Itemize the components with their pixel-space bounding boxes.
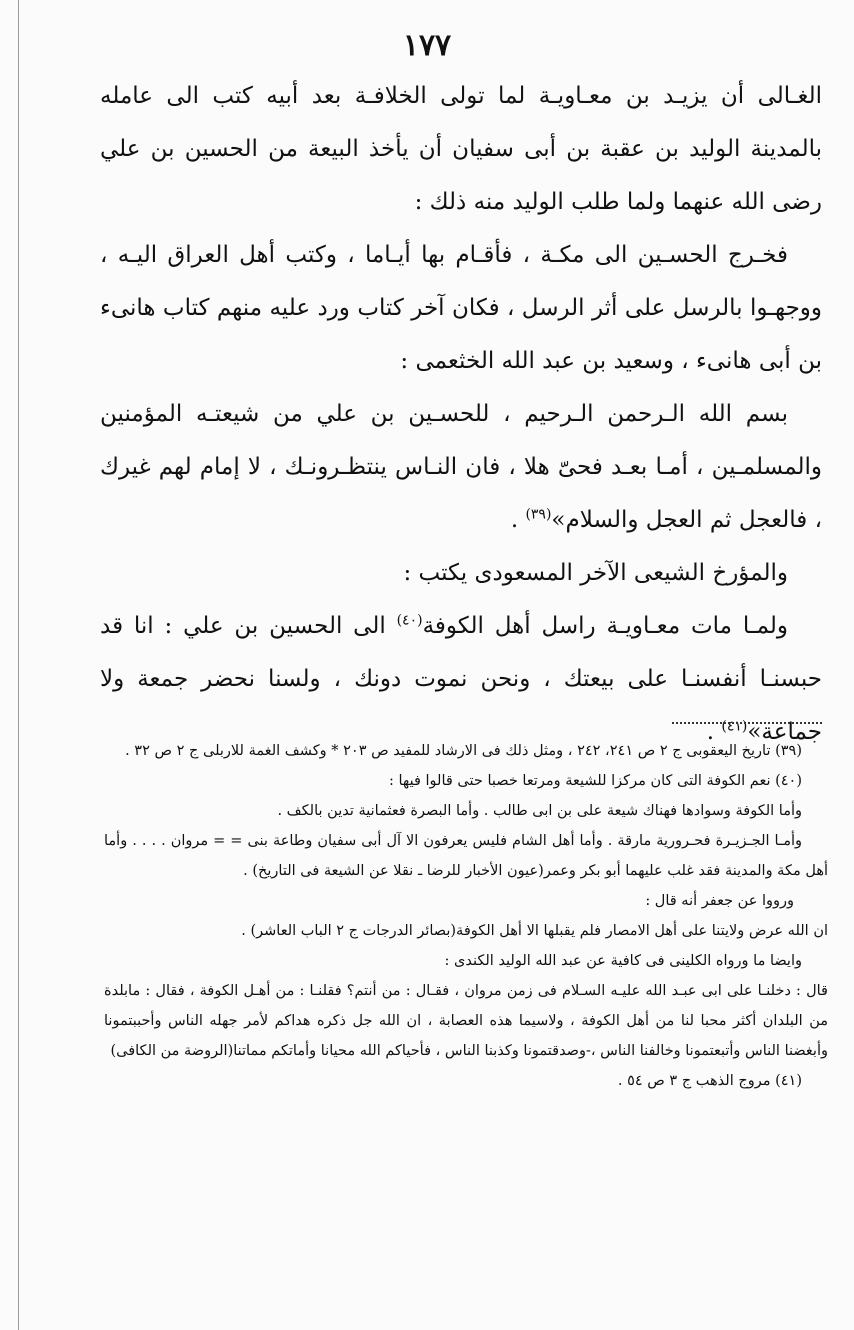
footnote-40-kufa: وأما الكوفة وسوادها فهناك شيعة على بن ابى طالب . وأما البصرة فعثمانية تدين بالكف . [277, 803, 802, 819]
footnote-40-kulayni: وايضا ما ورواه الكلينى فى كافية عن عبد الله الوليد الكندى : [444, 953, 802, 969]
footnote-separator [672, 722, 822, 724]
footnote-41: (٤١) مروج الذهب ج ٣ ص ٥٤ . [617, 1073, 802, 1089]
paragraph-4: والمؤرخ الشيعى الآخر المسعودى يكتب : [403, 560, 788, 586]
footnote-ref-40: (٤٠) [396, 612, 423, 629]
paragraph-5-end: . [706, 719, 722, 745]
footnotes [104, 736, 828, 1096]
paragraph-2: فخـرج الحسـين الى مكـة ، فأقـام بها أيـاما ، وكتب أهل العراق اليـه ، ووجهـوا بالرسل على أثر الرسل ، فكان آخر كتاب ورد عليه منهم كتاب هانىء بن أبى هانىء ، وسعيد بن عبد الله الخثعمى : [100, 242, 822, 374]
footnote-40-jafar: ورووا عن جعفر أنه قال : [645, 893, 794, 909]
page-edge-line [18, 0, 19, 1330]
paragraph-5-rest: الى الحسين بن علي : انا قد حبسنـا أنفسنـا على بيعتك ، ونحن نموت دونك ، ولسنا نحضر جمعة ولا جماعة» [100, 613, 822, 745]
footnote-ref-39: (٣٩) [525, 506, 552, 523]
main-text [100, 70, 822, 759]
page-number: ١٧٧ [402, 28, 452, 63]
paragraph-3-end: . [510, 507, 526, 533]
footnote-39: (٣٩) تاريخ اليعقوبى ج ٢ ص ٢٤١، ٢٤٢ ، ومثل ذلك فى الارشاد للمفيد ص ٢٠٣ * وكشف الغمة للاربلى ج ٢ ص ٣٢ . [125, 743, 802, 759]
paragraph-3-text: بسم الله الـرحمن الـرحيم ، للحسـين بن علي من شيعتـه المؤمنين والمسلمـين ، أمـا بعـد فحىّ هلا ، فان النـاس ينتظـرونـك ، لا إمام لهم غيرك ، فالعجل ثم العجل والسلام» [100, 401, 822, 533]
footnote-40: (٤٠) نعم الكوفة التى كان مركزا للشيعة ومرتعا خصبا حتى قالوا فيها : [389, 773, 802, 789]
paragraph-1: الغـالى أن يزيـد بن معـاويـة لما تولى الخلافـة بعد أبيه كتب الى عامله بالمدينة الوليد بن عقبة بن أبى سفيان أن يأخذ البيعة من الحسين بن علي رضى الله عنهما ولما طلب الوليد منه ذلك : [100, 83, 822, 215]
paragraph-5-start: ولمـا مات معـاويـة راسل أهل الكوفة [422, 613, 788, 639]
paragraph-3 [100, 388, 822, 547]
footnote-ref-41: (٤١) [721, 718, 748, 735]
footnote-40-narration: قال : دخلنـا على ابى عبـد الله عليـه السـلام فى زمن مروان ، فقـال : من أنتم؟ فقلنـا : من أهـل الكوفة ، فقال : مابلدة من البلدان أكثر محبا لنا من أهل الكوفة ، ولاسيما هذه العصابة ، ان الله جل ذكره هداكم لأمر جهله الناس وأحببتمونا وأبغضنا الناس وأتبعتمونا وخالفنا الناس ،-وصدقتمونا وكذبنا الناس ، فأحياكم الله محيانا وأماتكم مماتنا(الروضة من الكافى) [104, 983, 828, 1059]
footnote-40-jazira: وأمـا الجـزيـرة فحـرورية مارقة . وأما أهل الشام فليس يعرفون الا آل أبى سفيان وطاعة بنى = = مروان . . . . وأما أهل مكة والمدينة فقد غلب عليهما أبو بكر وعمر(عيون الأخبار للرضا ـ نقلا عن الشيعة فى التاريخ) . [104, 833, 828, 879]
footnote-40-quote: ان الله عرض ولايتنا على أهل الامصار فلم يقبلها الا أهل الكوفة(بصائر الدرجات ج ٢ الباب العاشر) . [241, 923, 828, 939]
